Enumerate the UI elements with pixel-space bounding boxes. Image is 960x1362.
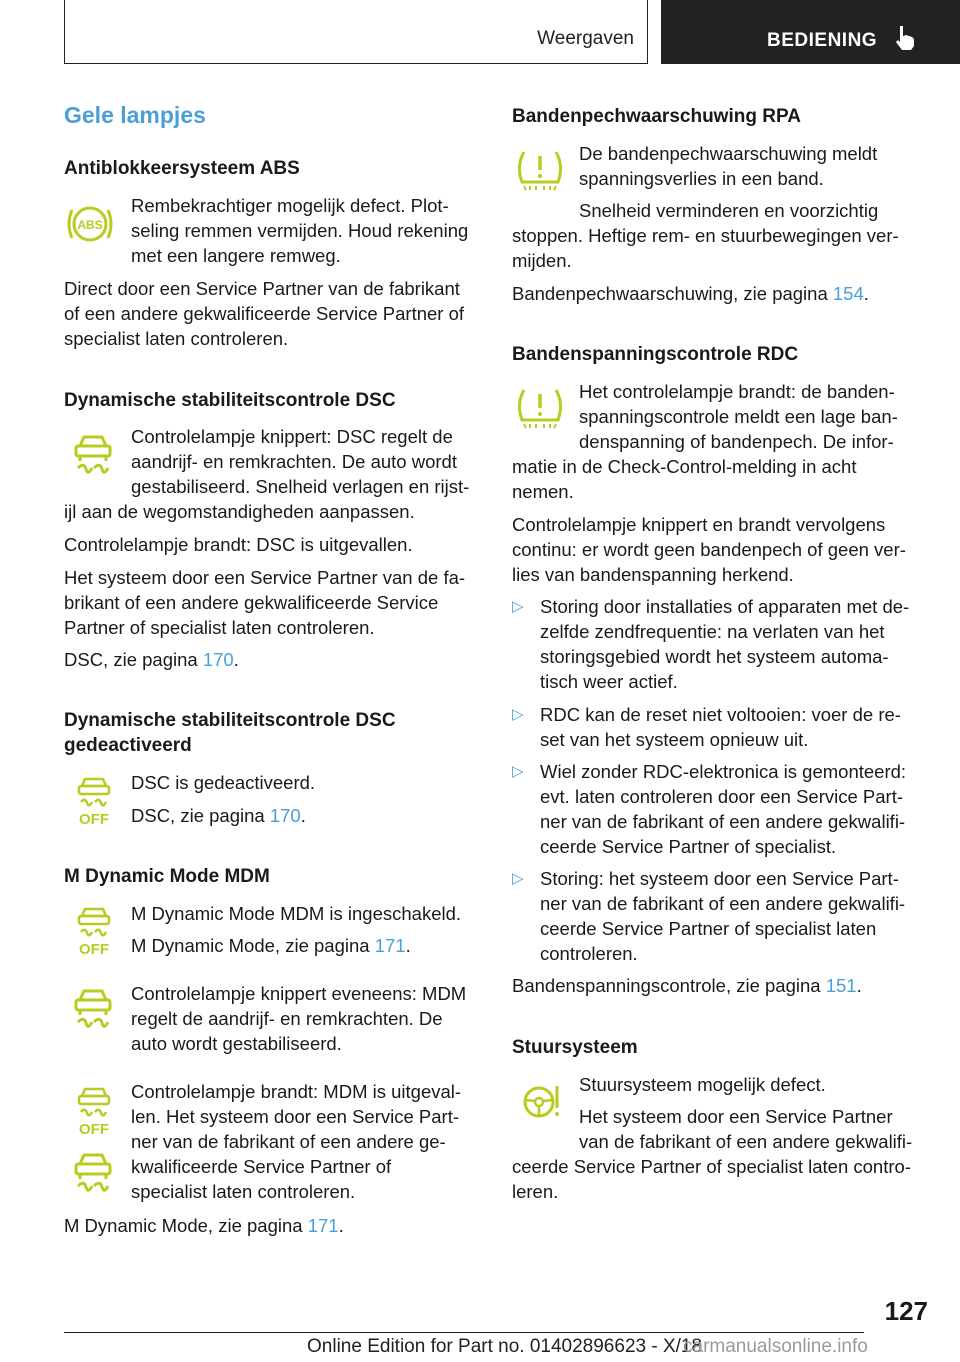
- dsc-off-icon: [74, 906, 114, 956]
- dsc-text-line: gestabiliseerd. Snelheid verlagen en rijst-: [131, 476, 470, 497]
- abs-paragraph: [64, 276, 464, 351]
- abs-paragraph-line: specialist laten controleren.: [64, 328, 289, 349]
- mdm-blink-line: regelt de aandrijf- en remkrachten. De: [131, 1008, 443, 1029]
- footer-edition: Online Edition for Part no. 01402896623 - X/18: [307, 1336, 703, 1357]
- mdm-heading: M Dynamic Mode MDM: [64, 866, 270, 887]
- svg-text:OFF: OFF: [79, 941, 109, 956]
- steering-text-3: [512, 1154, 911, 1204]
- rdc-text-line: spanningscontrole meldt een lage ban-: [579, 406, 898, 427]
- svg-text:OFF: OFF: [79, 811, 109, 826]
- abs-text-line: Rembekrachtiger mogelijk defect. Plot-: [131, 195, 449, 216]
- list-item-line: RDC kan de reset niet voltooien: voer de re-: [540, 704, 901, 725]
- hand-pointer-icon: [893, 24, 917, 52]
- list-item-line: evt. laten controleren door een Service Part-: [540, 786, 903, 807]
- dsc-off-icon: [74, 776, 114, 826]
- triangle-bullet-icon: ▷: [512, 763, 524, 780]
- list-item-line: set van het systeem opnieuw uit.: [540, 729, 809, 750]
- mdm-blink-text: [131, 981, 483, 1056]
- rdc-ref-text: Bandenspanningscontrole, zie pagina: [512, 975, 826, 996]
- list-item: [512, 594, 909, 694]
- dsc-text-line: Controlelampje knippert: DSC regelt de: [131, 426, 453, 447]
- list-item-line: controleren.: [540, 943, 638, 964]
- rpa-ref-dot: .: [863, 283, 869, 304]
- dsc-paragraph-3: [64, 565, 465, 640]
- mdm-ref-text: M Dynamic Mode, zie pagina: [131, 935, 375, 956]
- steering-heading: Stuursysteem: [512, 1037, 638, 1058]
- rdc-text-line: Het controlelampje brandt: de banden-: [579, 381, 895, 402]
- list-item-line: ner van de fabrikant of een andere gekwalifi-: [540, 811, 906, 832]
- rdc-page-ref: [512, 973, 862, 998]
- svg-text:OFF: OFF: [79, 1121, 109, 1136]
- list-item: [512, 759, 906, 859]
- rdc-paragraph-2: [512, 512, 906, 587]
- dsc-paragraph-line: Partner of specialist laten controleren.: [64, 617, 375, 638]
- dsc-off-text: DSC is gedeactiveerd.: [131, 772, 316, 793]
- dsc-ref-text: DSC, zie pagina: [64, 649, 203, 670]
- rpa-text-line: stoppen. Heftige rem- en stuurbewegingen ver-: [512, 225, 899, 246]
- rpa-ref-text: Bandenpechwaarschuwing, zie pagina: [512, 283, 833, 304]
- dsc-page-ref: [64, 647, 239, 672]
- dsc-off-ref-dot: .: [300, 805, 306, 826]
- dsc-ref-link[interactable]: 170: [202, 649, 234, 670]
- dsc-off-ref-link[interactable]: 170: [269, 805, 301, 826]
- dsc-off-page-ref: [131, 803, 306, 828]
- watermark: carmanualsonline.info: [683, 1336, 868, 1357]
- rpa-ref-link[interactable]: 154: [832, 283, 864, 304]
- mdm-page-ref: [131, 933, 411, 958]
- dsc-off-heading: [64, 708, 396, 758]
- dsc-text: [131, 424, 483, 499]
- section-title: Gele lampjes: [64, 102, 206, 128]
- tire-pressure-warning-icon: [516, 148, 564, 192]
- mdm-text: M Dynamic Mode MDM is ingeschakeld.: [131, 903, 462, 924]
- dsc-car-skid-icon: [72, 1150, 114, 1198]
- abs-text-line: seling remmen vermijden. Houd rekening: [131, 220, 469, 241]
- mdm-ref-dot: .: [405, 935, 411, 956]
- rpa-page-ref: [512, 281, 869, 306]
- mdm-fail-line: specialist laten controleren.: [131, 1181, 356, 1202]
- rpa-text-3: [512, 223, 899, 273]
- triangle-bullet-icon: ▷: [512, 870, 524, 887]
- rdc-text-line: denspanning of bandenpech. De infor-: [579, 431, 894, 452]
- dsc-off-heading-line: gedeactiveerd: [64, 735, 192, 756]
- steering-text-line: ceerde Service Partner of specialist laten contro-: [512, 1156, 911, 1177]
- mdm-ref2-dot: .: [338, 1215, 344, 1236]
- abs-text: [131, 193, 483, 268]
- dsc-text-cont: ijl aan de wegomstandigheden aanpassen.: [64, 501, 415, 522]
- header-section-title: Weergaven: [537, 28, 634, 49]
- list-item-line: ceerde Service Partner of specialist laten: [540, 918, 877, 939]
- triangle-bullet-icon: ▷: [512, 598, 524, 615]
- dsc-heading: Dynamische stabiliteitscontrole DSC: [64, 390, 396, 411]
- rdc-paragraph-line: continu: er wordt geen bandenpech of geen ver-: [512, 539, 906, 560]
- header-chapter-tab: [661, 0, 960, 64]
- abs-heading: Antiblokkeersysteem ABS: [64, 158, 300, 179]
- dsc-text-line: aandrijf- en remkrachten. De auto wordt: [131, 451, 457, 472]
- rpa-text-line: mijden.: [512, 250, 572, 271]
- mdm-blink-line: auto wordt gestabiliseerd.: [131, 1033, 342, 1054]
- dsc-car-skid-icon: [72, 432, 114, 480]
- list-item-line: storingsgebied wordt het systeem automa-: [540, 646, 889, 667]
- mdm-ref2-text: M Dynamic Mode, zie pagina: [64, 1215, 308, 1236]
- mdm-ref2-link[interactable]: 171: [307, 1215, 339, 1236]
- dsc-car-skid-icon: [72, 986, 114, 1034]
- steering-text-line: Het systeem door een Service Partner: [579, 1106, 893, 1127]
- rdc-text-line: matie in de Check-Control-melding in acht: [512, 456, 857, 477]
- rpa-text-line: spanningsverlies in een band.: [579, 168, 824, 189]
- rdc-paragraph-line: lies van bandenspanning herkend.: [512, 564, 794, 585]
- header-chapter-label: BEDIENING: [767, 30, 878, 51]
- tire-pressure-warning-icon: [516, 386, 564, 430]
- rpa-text-2: Snelheid verminderen en voorzichtig: [579, 200, 879, 221]
- steering-text-line: van de fabrikant of een andere gekwalifi-: [579, 1131, 913, 1152]
- abs-warning-icon: [66, 202, 114, 246]
- list-item-line: ner van de fabrikant of een andere gekwalifi-: [540, 893, 906, 914]
- steering-wheel-warning-icon: [514, 1080, 564, 1124]
- dsc-off-ref-text: DSC, zie pagina: [131, 805, 270, 826]
- list-item: [512, 866, 905, 966]
- abs-text-line: met een langere remweg.: [131, 245, 341, 266]
- steering-text-line: leren.: [512, 1181, 559, 1202]
- dsc-off-icon: [74, 1086, 114, 1136]
- dsc-off-heading-line: Dynamische stabiliteitscontrole DSC: [64, 710, 396, 731]
- list-item-line: zelfde zendfrequentie: na verlaten van het: [540, 621, 885, 642]
- rdc-text: [579, 379, 925, 454]
- mdm-fail-line: Controlelampje brandt: MDM is uitgeval-: [131, 1081, 462, 1102]
- rpa-text: [579, 141, 925, 191]
- list-item-line: tisch weer actief.: [540, 671, 678, 692]
- dsc-ref-dot: .: [233, 649, 239, 670]
- list-item-line: ceerde Service Partner of specialist.: [540, 836, 837, 857]
- page-number: 127: [884, 1296, 928, 1326]
- list-item-line: Storing: het systeem door een Service Part-: [540, 868, 899, 889]
- rdc-ref-dot: .: [856, 975, 862, 996]
- mdm-page-ref-2: [64, 1213, 344, 1238]
- rdc-text-line: nemen.: [512, 481, 574, 502]
- list-item-line: Wiel zonder RDC-elektronica is gemonteerd:: [540, 761, 907, 782]
- mdm-ref-link[interactable]: 171: [374, 935, 406, 956]
- dsc-paragraph-line: Het systeem door een Service Partner van de fa-: [64, 567, 466, 588]
- svg-text:ABS: ABS: [77, 218, 103, 232]
- rpa-heading: Bandenpechwaarschuwing RPA: [512, 106, 801, 127]
- mdm-fail-text: [131, 1079, 483, 1204]
- rdc-text-cont: [512, 454, 856, 504]
- abs-paragraph-line: of een andere gekwalificeerde Service Partner of: [64, 303, 465, 324]
- steering-text-1: Stuursysteem mogelijk defect.: [579, 1074, 826, 1095]
- triangle-bullet-icon: ▷: [512, 706, 524, 723]
- mdm-fail-line: len. Het systeem door een Service Part-: [131, 1106, 460, 1127]
- dsc-paragraph-line: brikant of een andere gekwalificeerde Service: [64, 592, 439, 613]
- list-item-line: Storing door installaties of apparaten met de-: [540, 596, 910, 617]
- list-item: [512, 702, 901, 752]
- mdm-fail-line: kwalificeerde Service Partner of: [131, 1156, 392, 1177]
- abs-paragraph-line: Direct door een Service Partner van de fabrikant: [64, 278, 460, 299]
- rdc-ref-link[interactable]: 151: [825, 975, 857, 996]
- rdc-heading: Bandenspanningscontrole RDC: [512, 344, 799, 365]
- footer-divider: [64, 1332, 864, 1333]
- rdc-paragraph-line: Controlelampje knippert en brandt vervolgens: [512, 514, 886, 535]
- steering-text-2: [579, 1104, 925, 1154]
- rpa-text-line: De bandenpechwaarschuwing meldt: [579, 143, 878, 164]
- dsc-paragraph-2: Controlelampje brandt: DSC is uitgevallen.: [64, 534, 413, 555]
- mdm-fail-line: ner van de fabrikant of een andere ge-: [131, 1131, 446, 1152]
- mdm-blink-line: Controlelampje knippert eveneens: MDM: [131, 983, 467, 1004]
